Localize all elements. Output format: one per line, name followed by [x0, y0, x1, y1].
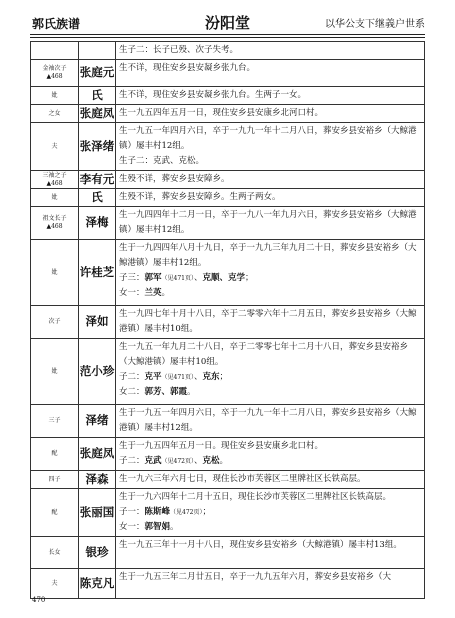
- relation-cell: [31, 489, 79, 537]
- relation-cell: [31, 123, 79, 171]
- relation-cell: [31, 42, 79, 60]
- person-name: 范小珍: [79, 339, 116, 405]
- table-row: [31, 306, 425, 339]
- biography-line: [119, 570, 421, 585]
- person-name: 氏: [79, 189, 116, 207]
- biography-line: [119, 190, 421, 205]
- relation-label: 三袖之子: [42, 171, 67, 179]
- biography-line: [119, 490, 421, 505]
- text-segment: 生殁不详，葬安乡县安障乡。: [119, 174, 230, 184]
- table-row: [31, 207, 425, 240]
- biography-line: [119, 286, 421, 301]
- text-segment: 生于一九六四年十二月十五日，现住长沙市芙蓉区二里牌社区长铁高层。: [119, 492, 392, 502]
- relation-cell: [31, 60, 79, 87]
- descendant-names: 克武: [144, 456, 162, 466]
- header-branch-title: 以华公支下继義户世系: [325, 19, 425, 30]
- person-name: 张庭凤: [79, 438, 116, 471]
- biography-cell: [116, 207, 425, 240]
- descendant-names: 克顺、克学: [202, 273, 246, 283]
- biography-line: [119, 406, 421, 436]
- relation-label: 妣: [51, 193, 58, 201]
- biography-cell: [116, 438, 425, 471]
- text-segment: 。: [170, 522, 179, 532]
- relation-label: 三子: [48, 417, 61, 425]
- text-segment: 生一九四七年十月十八日，卒于二零零六年十二月五日，葬安乡县安裕乡（大鲸港镇）屡丰村10组。: [119, 309, 417, 334]
- descendant-names: 兰英: [144, 288, 162, 298]
- table-row: [31, 123, 425, 171]
- person-name: 张泽绪: [79, 123, 116, 171]
- text-segment: 、: [193, 273, 203, 283]
- genealogy-table: [30, 41, 425, 599]
- text-segment: 生不详，现住安乡县安凝乡张九台。生两子一女。: [119, 90, 307, 100]
- relation-label: 妣: [51, 268, 58, 276]
- relation-cell: [31, 405, 79, 438]
- relation-cell: [31, 471, 79, 489]
- text-segment: 。: [161, 288, 171, 298]
- person-name: [79, 42, 116, 60]
- relation-cell: [31, 189, 79, 207]
- relation-cell: [31, 171, 79, 189]
- biography-cell: [116, 189, 425, 207]
- relation-label: 次子: [48, 318, 61, 326]
- relation-label: 之女: [48, 109, 61, 117]
- page-header: [30, 12, 425, 32]
- relation-cell: [31, 438, 79, 471]
- biography-line: [119, 43, 421, 58]
- biography-cell: [116, 339, 425, 405]
- person-name: 氏: [79, 87, 116, 105]
- biography-cell: [116, 405, 425, 438]
- biography-cell: [116, 171, 425, 189]
- text-segment: ；: [245, 273, 254, 283]
- relation-label: 夫: [51, 579, 58, 587]
- biography-cell: [116, 123, 425, 171]
- person-name: 张庭元: [79, 60, 116, 87]
- relation-label: 配: [51, 450, 58, 458]
- person-name: 许桂芝: [79, 240, 116, 306]
- relation-cell: [31, 240, 79, 306]
- person-name: 张丽国: [79, 489, 116, 537]
- relation-label: 妣: [51, 91, 58, 99]
- person-name: 张庭凤: [79, 105, 116, 123]
- biography-cell: [116, 60, 425, 87]
- table-row: [31, 471, 425, 489]
- relation-cell: [31, 537, 79, 569]
- biography-cell: [116, 306, 425, 339]
- relation-label: 夫: [51, 142, 58, 150]
- text-segment: ；: [219, 372, 229, 382]
- biography-cell: [116, 537, 425, 569]
- biography-cell: [116, 569, 425, 599]
- descendant-names: 郭芳、郭霞: [144, 387, 188, 397]
- text-segment: 、: [193, 372, 203, 382]
- table-row: [31, 438, 425, 471]
- text-segment: 子二：: [119, 456, 145, 466]
- text-segment: 生殁不详，葬安乡县安障乡。生两子两女。: [119, 192, 281, 202]
- table-row: [31, 537, 425, 569]
- text-segment: 女一：: [119, 522, 145, 532]
- biography-line: [119, 124, 421, 154]
- person-name: 泽如: [79, 306, 116, 339]
- table-row: [31, 569, 425, 599]
- biography-line: [119, 241, 421, 271]
- page-ref-mark: ▲468: [46, 73, 63, 80]
- text-segment: 。: [219, 456, 229, 466]
- biography-cell: [116, 87, 425, 105]
- header-rule-bottom: [30, 37, 425, 38]
- text-segment: 女一：: [119, 288, 145, 298]
- person-name: 泽绪: [79, 405, 116, 438]
- biography-line: [119, 439, 421, 454]
- biography-cell: [116, 42, 425, 60]
- biography-line: [119, 538, 421, 553]
- text-segment: 生子二：克武、克松。: [119, 156, 205, 166]
- table-row: [31, 240, 425, 306]
- relation-label: 长女: [48, 548, 61, 556]
- person-name: 陈克凡: [79, 569, 116, 599]
- text-segment: 生一九四四年十二月一日，卒于一九八一年九月六日，葬安乡县安裕乡（大鲸港镇）屡丰村12组。: [119, 210, 417, 235]
- text-segment: 生于一九五四年五月一日。现住安乡县安康乡北口村。: [119, 441, 324, 451]
- table-row: [31, 339, 425, 405]
- biography-line: [119, 520, 421, 535]
- biography-cell: [116, 471, 425, 489]
- biography-line: [119, 472, 421, 487]
- descendant-names: 克松: [202, 456, 220, 466]
- descendant-names: 克东: [202, 372, 220, 382]
- person-name: 银珍: [79, 537, 116, 569]
- relation-label: 妣: [51, 367, 58, 375]
- table-row: [31, 171, 425, 189]
- relation-cell: [31, 569, 79, 599]
- text-segment: 生一九五三年十一月十八日，现住安乡县安裕乡（大鲸港镇）屡丰村13组。: [119, 540, 402, 550]
- table-row: [31, 42, 425, 60]
- table-row: [31, 87, 425, 105]
- text-segment: 。: [187, 387, 196, 397]
- page-reference: （见472页）: [170, 509, 203, 516]
- biography-cell: [116, 105, 425, 123]
- text-segment: 、: [193, 456, 203, 466]
- page-ref-mark: ▲468: [46, 179, 63, 187]
- biography-line: [119, 271, 421, 286]
- page-reference: （见471页）: [161, 374, 194, 381]
- text-segment: 生不详，现住安乡县安凝乡张九台。: [119, 63, 256, 73]
- person-name: 泽梅: [79, 207, 116, 240]
- relation-label: 配: [51, 508, 58, 516]
- page-ref-mark: ▲468: [46, 223, 63, 230]
- biography-line: [119, 505, 421, 520]
- biography-line: [119, 172, 421, 187]
- biography-line: [119, 154, 421, 169]
- biography-line: [119, 340, 421, 370]
- descendant-names: 郭军: [144, 273, 162, 283]
- header-rule-top: [30, 34, 425, 35]
- text-segment: 子一：: [119, 507, 145, 517]
- relation-cell: [31, 105, 79, 123]
- person-name: 李有元: [79, 171, 116, 189]
- text-segment: 生于一九五一年四月六日，卒于一九九一年十二月八日，葬安乡县安裕乡（大鲸港镇）屡丰村12组。: [119, 408, 417, 433]
- descendant-names: 郭智娟: [144, 522, 171, 532]
- biography-line: [119, 208, 421, 238]
- relation-cell: [31, 306, 79, 339]
- page-number: 470: [32, 596, 46, 604]
- relation-cell: [31, 207, 79, 240]
- biography-cell: [116, 240, 425, 306]
- biography-line: [119, 307, 421, 337]
- biography-line: [119, 454, 421, 469]
- table-row: [31, 489, 425, 537]
- person-name: 泽森: [79, 471, 116, 489]
- biography-line: [119, 61, 421, 76]
- table-row: [31, 405, 425, 438]
- text-segment: 生一九五四年五月一日，现住安乡县安康乡北河口村。: [119, 108, 324, 118]
- text-segment: 生一九五一年九月二十八日，卒于二零零七年十二月十八日，葬安乡县安裕乡（大鲸港镇）屡丰村10组。: [119, 342, 409, 367]
- table-row: [31, 60, 425, 87]
- page-reference: （见472页）: [161, 458, 194, 465]
- text-segment: 生一九六三年六月七日，现住长沙市芙蓉区二里牌社区长铁高层。: [119, 474, 366, 484]
- relation-label: 祖文长子: [42, 215, 67, 223]
- table-row: [31, 105, 425, 123]
- relation-label: 四子: [48, 475, 61, 483]
- text-segment: 生于一九五三年二月廿五日，卒于一九九五年六月，葬安乡县安裕乡（大: [119, 572, 392, 582]
- text-segment: 生一九五一年四月六日，卒于一九九一年十二月八日，葬安乡县安裕乡（大鲸港镇）屡丰村12组。: [119, 126, 417, 151]
- text-segment: 女二：: [119, 387, 145, 397]
- text-segment: 生于一九四四年八月十九日，卒于一九九三年九月二十日，葬安乡县安裕乡（大鲸港镇）屡丰村12组。: [119, 243, 417, 268]
- descendant-names: 克平: [144, 372, 162, 382]
- page-reference: （见471页）: [161, 275, 194, 282]
- text-segment: 子三：: [119, 273, 145, 283]
- header-genealogy-title: 郭氏族谱: [32, 17, 81, 31]
- biography-line: [119, 106, 421, 121]
- text-segment: 生子二：长子已殁、次子失考。: [119, 45, 239, 55]
- biography-line: [119, 370, 421, 385]
- text-segment: ；: [202, 507, 211, 517]
- table-row: [31, 189, 425, 207]
- text-segment: 子二：: [119, 372, 145, 382]
- biography-cell: [116, 489, 425, 537]
- relation-label: 金袖次子: [42, 65, 67, 73]
- descendant-names: 陈斯峰: [144, 507, 171, 517]
- biography-line: [119, 385, 421, 400]
- relation-cell: [31, 87, 79, 105]
- header-hall-name: 汾阳堂: [204, 14, 250, 32]
- biography-line: [119, 88, 421, 103]
- relation-cell: [31, 339, 79, 405]
